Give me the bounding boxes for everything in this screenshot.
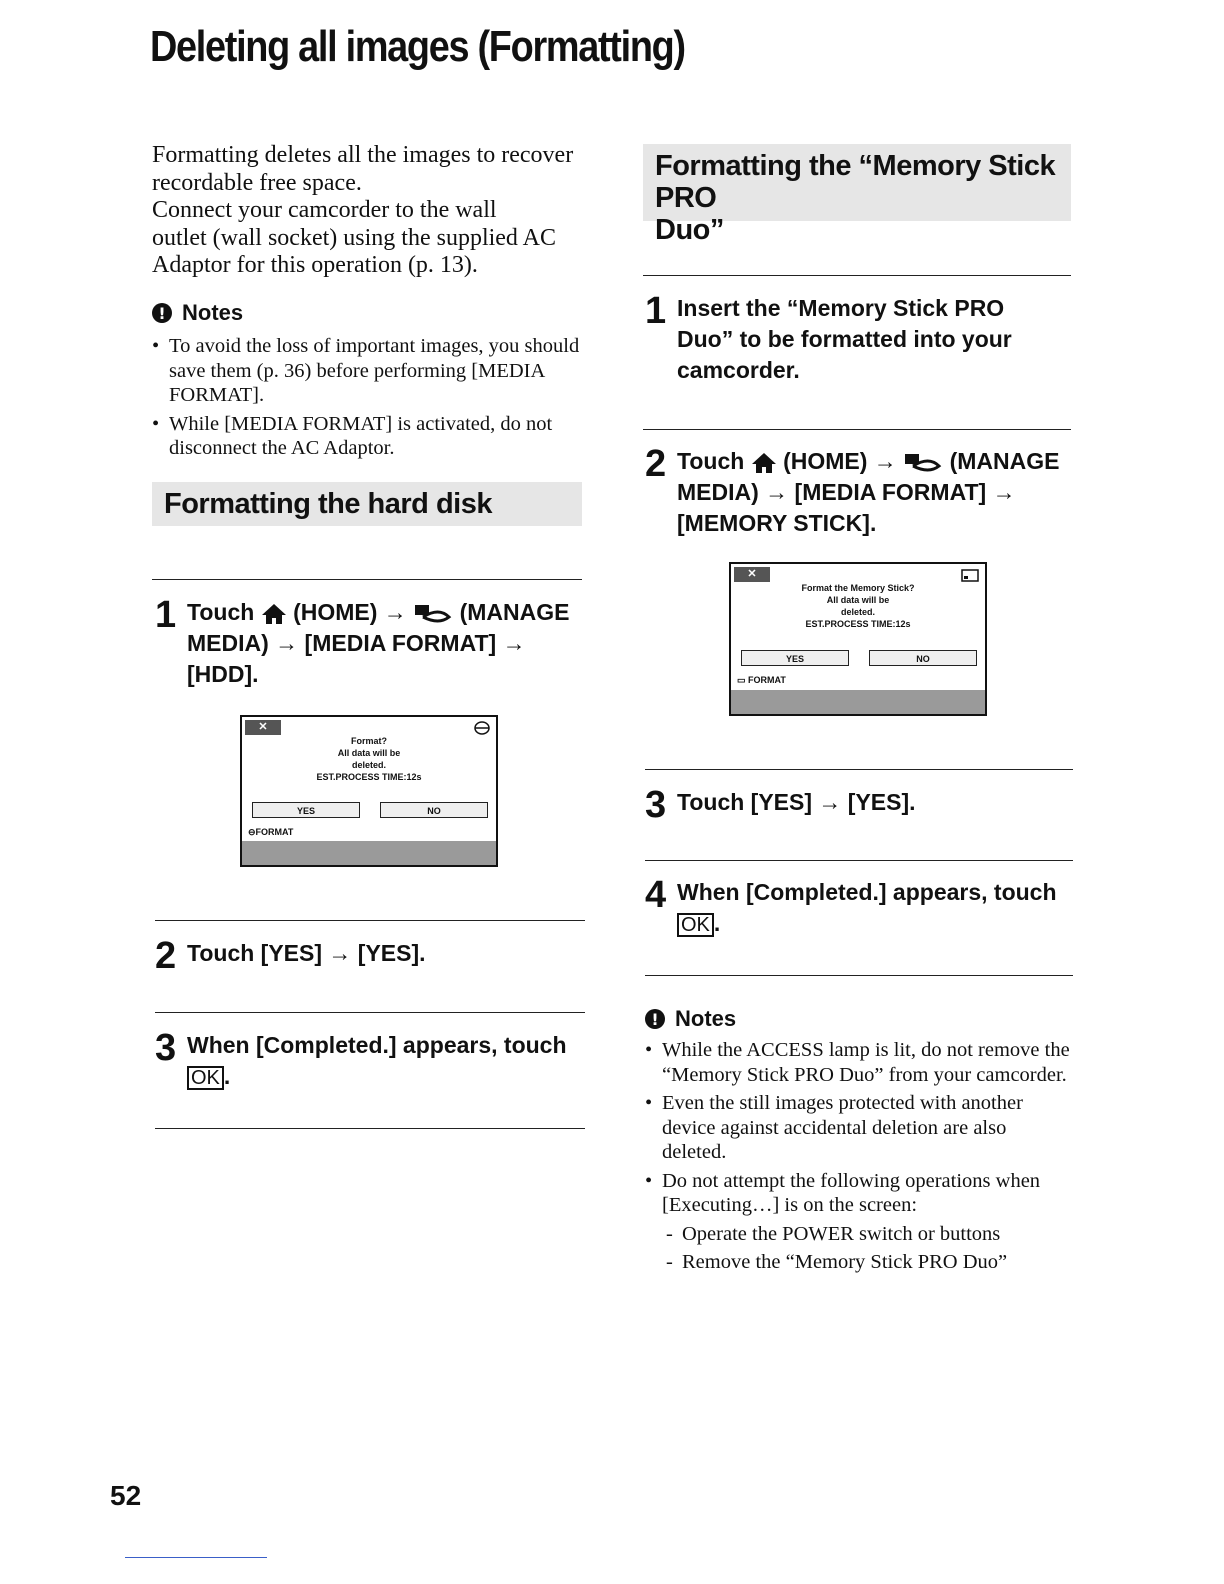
step-text: MEDIA) → [MEDIA FORMAT] → (187, 630, 526, 656)
section-heading-memory-stick (643, 144, 1071, 246)
page-number: 52 (110, 1480, 142, 1511)
step-text: MEDIA) → [MEDIA FORMAT] → (677, 479, 1016, 505)
step-text: (MANAGE (949, 448, 1060, 474)
step-text: Touch [YES] → [YES]. (187, 940, 426, 966)
step-number: 1 (155, 594, 177, 636)
divider (645, 860, 1073, 861)
intro-line: outlet (wall socket) using the supplied AC (152, 224, 556, 251)
divider (155, 1012, 585, 1013)
caution-icon: ! (645, 1009, 665, 1029)
step-text: [MEMORY STICK]. (677, 510, 877, 536)
dialog-line: EST.PROCESS TIME:12s (316, 772, 422, 782)
screen-footer-label: FORMAT (748, 675, 786, 685)
divider (152, 579, 582, 580)
page-title: Deleting all images (Formatting) (150, 22, 685, 71)
dialog-line: deleted. (351, 760, 386, 770)
intro-line: Connect your camcorder to the wall (152, 197, 497, 223)
notes-list-left (152, 334, 582, 465)
sub-list (662, 1222, 1070, 1275)
step-number: 1 (645, 290, 667, 332)
status-bar (242, 841, 496, 865)
no-button[interactable]: NO (869, 650, 977, 666)
divider (643, 429, 1071, 430)
notes-heading-right (645, 1006, 736, 1032)
divider (155, 920, 585, 921)
screen-footer: ⊖FORMAT (248, 827, 294, 837)
manage-media-icon (413, 603, 453, 625)
step-2-memory-stick (645, 443, 1073, 539)
list-item: • While the ACCESS lamp is lit, do not remove the “Memory Stick PRO Duo” from your camcorder. (645, 1038, 1070, 1087)
dialog-line: All data will be (826, 595, 890, 605)
step-number: 3 (155, 1027, 177, 1069)
step-number: 2 (645, 443, 667, 485)
lcd-screen-memory-stick (729, 562, 987, 716)
screen-footer: ▭ FORMAT (737, 675, 786, 685)
intro-line: Formatting deletes all the images to recover (152, 142, 574, 168)
dialog-line: deleted. (840, 607, 875, 617)
close-button[interactable]: ✕ (734, 567, 770, 582)
step-1-hdd (155, 594, 585, 690)
step-1-memory-stick (645, 290, 1073, 386)
step-text: When [Completed.] appears, touch (187, 1032, 567, 1058)
notes-list-right (645, 1038, 1070, 1279)
caution-icon: ! (152, 303, 172, 323)
step-3-hdd (155, 1027, 585, 1092)
step-2-hdd (155, 935, 585, 977)
dialog-line: Format? (351, 736, 387, 746)
notes-label: Notes (182, 300, 244, 325)
list-item: • To avoid the loss of important images, you should save them (p. 36) before performing [MEDIA FORMAT]. (152, 334, 582, 408)
divider (643, 275, 1071, 276)
step-text: Insert the “Memory Stick PRO (677, 295, 1005, 321)
ok-button-label: OK (187, 1066, 224, 1090)
step-text: (HOME) (293, 599, 378, 625)
sub-list-item: - Operate the POWER switch or buttons (662, 1222, 1070, 1247)
step-number: 2 (155, 935, 177, 977)
step-3-memory-stick (645, 784, 1073, 826)
step-number: 4 (645, 874, 667, 916)
dialog-message (242, 735, 496, 783)
heading-line: Formatting the “Memory Stick PRO (655, 150, 1056, 214)
step-text: . (223, 1063, 231, 1089)
step-text: (HOME) (783, 448, 868, 474)
intro-line: Adaptor for this operation (p. 13). (152, 252, 478, 278)
step-text: camcorder. (677, 357, 800, 383)
divider (645, 769, 1073, 770)
dialog-message (731, 582, 985, 630)
heading-line: Duo” (655, 214, 724, 246)
arrow-icon: → (383, 599, 407, 625)
step-text: Touch (187, 599, 255, 625)
status-bar (731, 690, 985, 714)
ok-button-label: OK (677, 913, 714, 937)
step-text: Touch (677, 448, 745, 474)
list-item (645, 1169, 1070, 1275)
intro-line: recordable free space. (152, 169, 362, 196)
list-item: • While [MEDIA FORMAT] is activated, do not disconnect the AC Adaptor. (152, 412, 582, 461)
step-text: Touch [YES] → [YES]. (677, 789, 916, 815)
close-button[interactable]: ✕ (245, 720, 281, 735)
section-heading-hard-disk: Formatting the hard disk (152, 482, 582, 526)
sub-list-item: - Remove the “Memory Stick PRO Duo” (662, 1250, 1070, 1275)
notes-label: Notes (675, 1006, 737, 1031)
divider (155, 1128, 585, 1129)
no-button[interactable]: NO (380, 802, 488, 818)
yes-button[interactable]: YES (741, 650, 849, 666)
yes-button[interactable]: YES (252, 802, 360, 818)
step-text: [HDD]. (187, 661, 259, 687)
home-icon (751, 452, 777, 474)
screen-footer-label: FORMAT (255, 827, 294, 837)
step-4-memory-stick (645, 874, 1073, 939)
lcd-screen-hdd (240, 715, 498, 867)
step-text: When [Completed.] appears, touch (677, 879, 1057, 905)
notes-heading-left (152, 300, 243, 326)
dialog-line: All data will be (337, 748, 401, 758)
step-text: (MANAGE (459, 599, 570, 625)
list-item-text: Do not attempt the following operations when [Executing…] is on the screen: (662, 1169, 1041, 1216)
manage-media-icon (903, 452, 943, 474)
step-text: . (713, 910, 721, 936)
footer-rule (125, 1557, 267, 1558)
step-text: Duo” to be formatted into your (677, 326, 1012, 352)
divider (645, 975, 1073, 976)
dialog-line: EST.PROCESS TIME:12s (805, 619, 911, 629)
step-number: 3 (645, 784, 667, 826)
dialog-line: Format the Memory Stick? (801, 583, 915, 593)
intro-text (152, 142, 592, 280)
home-icon (261, 603, 287, 625)
memory-stick-icon (961, 569, 979, 582)
list-item: • Even the still images protected with another device against accidental deletion are also deleted. (645, 1091, 1070, 1165)
arrow-icon: → (873, 448, 897, 474)
hdd-icon (474, 721, 490, 735)
